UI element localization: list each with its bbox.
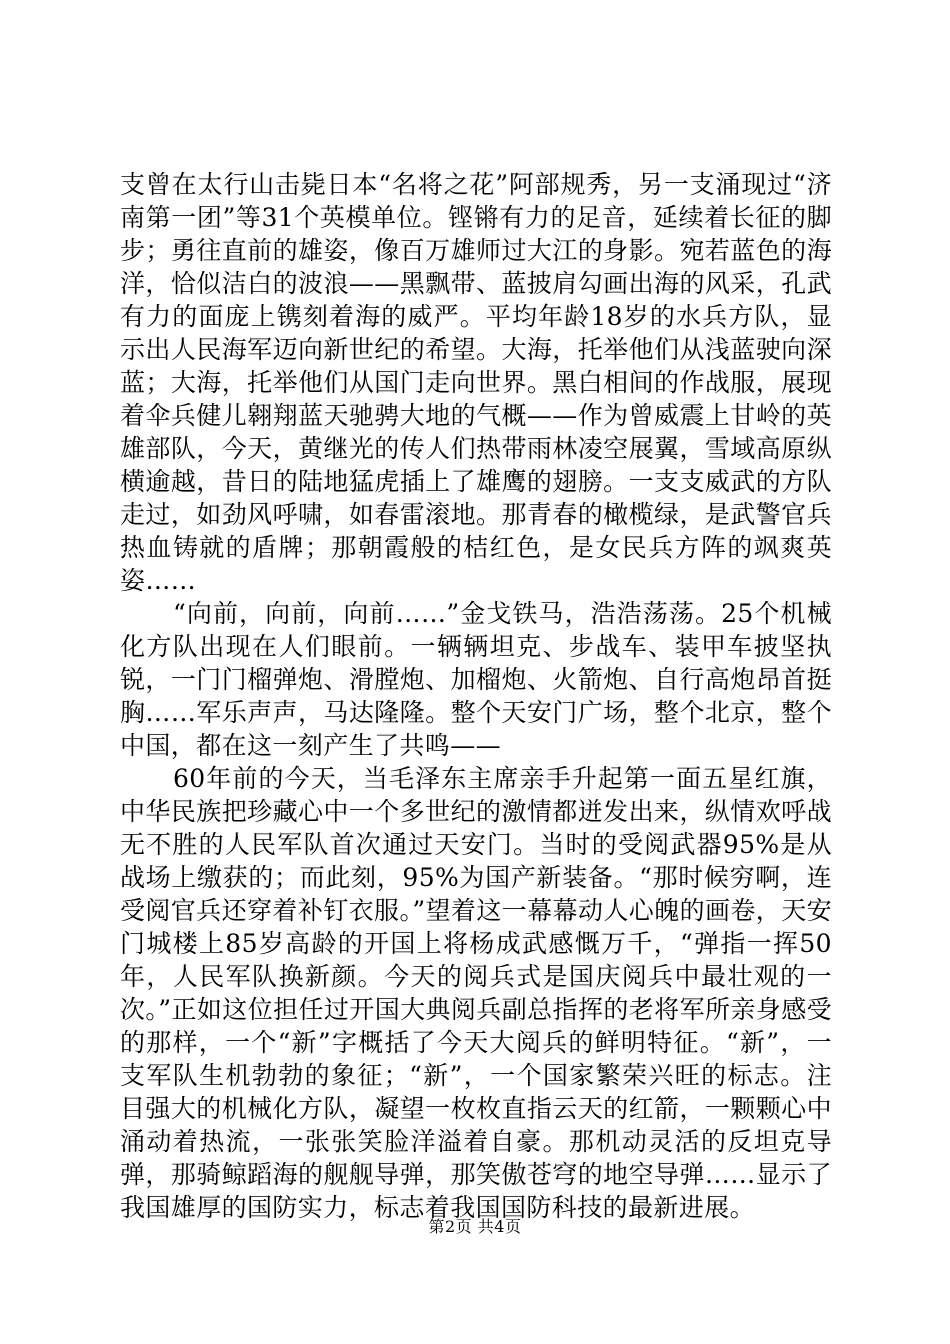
page-footer: 第2页 共4页 [428, 1217, 522, 1236]
paragraph-3: 60年前的今天，当毛泽东主席亲手升起第一面五星红旗，中华民族把珍藏心中一个多世纪的激情都迸发出来，纵情欢呼战无不胜的人民军队首次通过天安门。当时的受阅武器95%是从战场上缴获的；而此刻，95%为国产新装备。“那时候穷啊，连受阅官兵还穿着补钉衣服。”望着这一幕幕动人心魄的画卷，天安门城楼上85岁高龄的开国上将杨成武感慨万千，“弹指一挥50年，人民军队换新颜。今天的阅兵式是国庆阅兵中最壮观的一次。”正如这位担任过开国大典阅兵副总指挥的老将军所亲身感受的那样，一个“新”字概括了今天大阅兵的鲜明特征。“新”，一支军队生机勃勃的象征；“新”，一个国家繁荣兴旺的标志。注目强大的机械化方队，凝望一枚枚直指云天的红箭，一颗颗心中涌动着热流，一张张笑脸洋溢着自豪。那机动灵活的反坦克导弹，那骑鲸蹈海的舰舰导弹，那笑傲苍穹的地空导弹……显示了我国雄厚的国防实力，标志着我国国防科技的最新进展。 [120, 764, 832, 1222]
document-body [120, 168, 832, 1224]
paragraph-2: “向前，向前，向前……”金戈铁马，浩浩荡荡。25个机械化方队出现在人们眼前。一辆辆坦克、步战车、装甲车披坚执锐，一门门榴弹炮、滑膛炮、加榴炮、火箭炮、自行高炮昂首挺胸……军乐声声，马达隆隆。整个天安门广场，整个北京，整个中国，都在这一刻产生了共鸣—— [120, 599, 832, 760]
paragraph-1: 支曾在太行山击毙日本“名将之花”阿部规秀，另一支涌现过“济南第一团”等31个英模单位。铿锵有力的足音，延续着长征的脚步；勇往直前的雄姿，像百万雄师过大江的身影。宛若蓝色的海洋，恰似洁白的波浪——黑飘带、蓝披肩勾画出海的风采，孔武有力的面庞上镌刻着海的威严。平均年龄18岁的水兵方队，显示出人民海军迈向新世纪的希望。大海，托举他们从浅蓝驶向深蓝；大海，托举他们从国门走向世界。黑白相间的作战服，展现着伞兵健儿翱翔蓝天驰骋大地的气概——作为曾威震上甘岭的英雄部队，今天，黄继光的传人们热带雨林凌空展翼，雪域高原纵横逾越，昔日的陆地猛虎插上了雄鹰的翅膀。一支支威武的方队走过，如劲风呼啸，如春雷滚地。那青春的橄榄绿，是武警官兵热血铸就的盾牌；那朝霞般的桔红色，是女民兵方阵的飒爽英姿…… [120, 170, 832, 595]
